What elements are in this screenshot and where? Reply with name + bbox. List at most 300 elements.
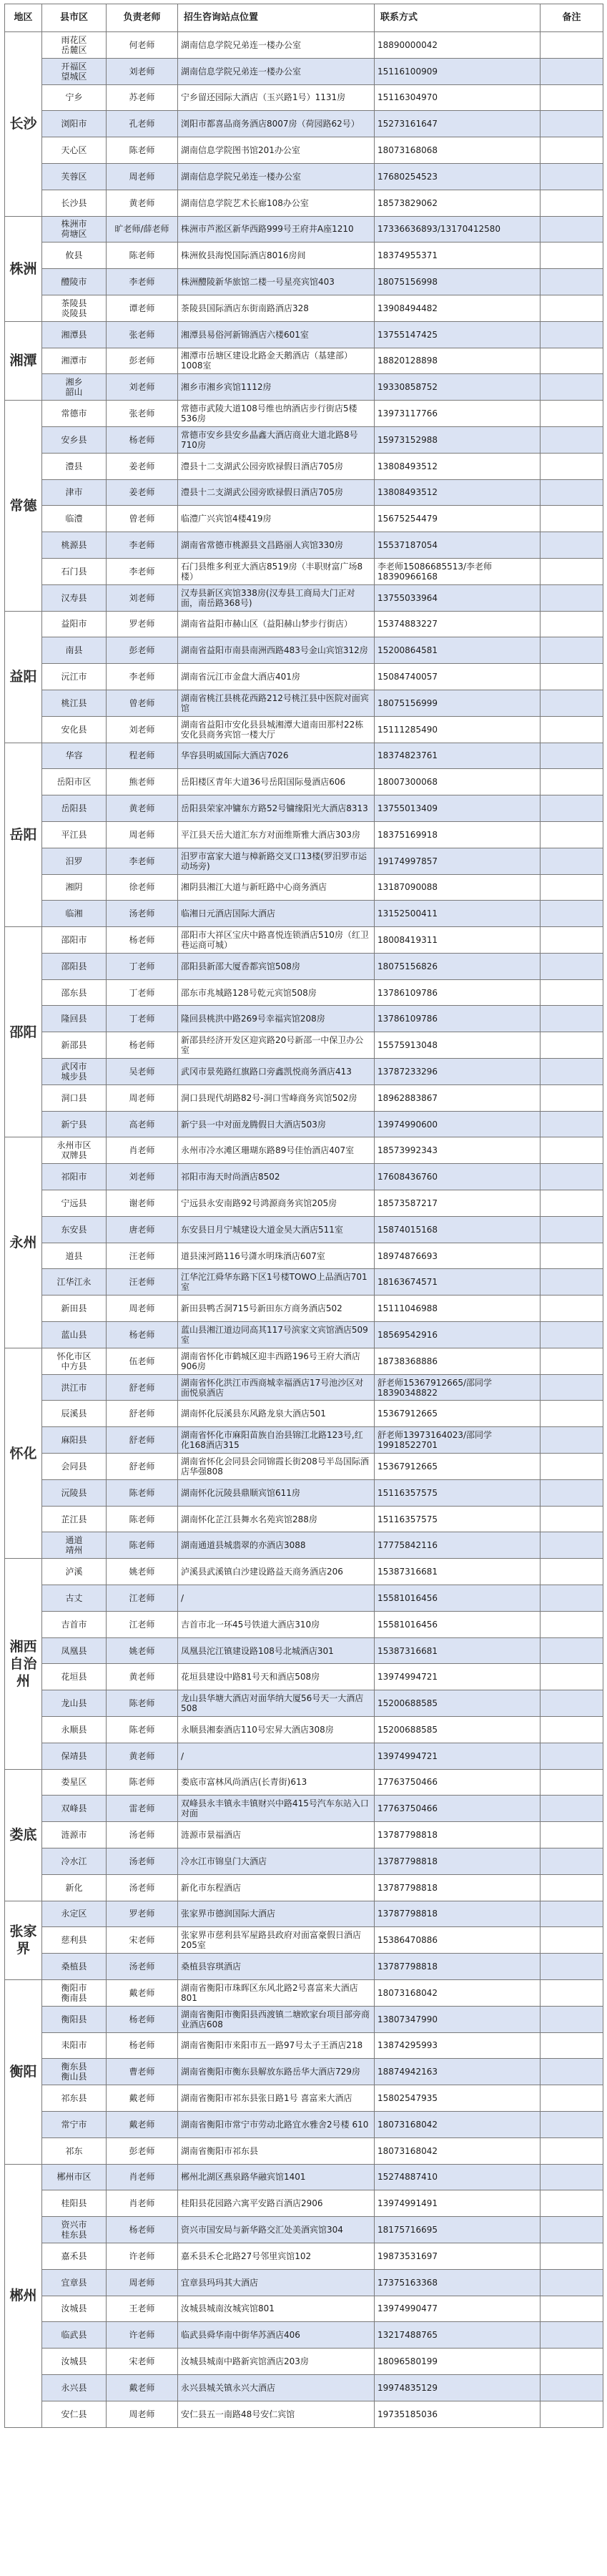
table-row xyxy=(5,2269,603,2296)
teacher-cell: 李老师 xyxy=(107,532,178,559)
note-cell xyxy=(541,690,603,716)
address-cell: 湖南省衡阳市来阳市五一路97号太子王酒店218 xyxy=(178,2032,375,2059)
table-row xyxy=(5,611,603,637)
table-row xyxy=(5,690,603,716)
county-cell: 芙蓉区 xyxy=(42,163,107,190)
address-cell: 安仁县五一南路48号安仁宾馆 xyxy=(178,2401,375,2427)
table-row xyxy=(5,2006,603,2032)
teacher-cell: 高老师 xyxy=(107,1111,178,1137)
teacher-cell: 汤老师 xyxy=(107,1954,178,1980)
teacher-cell: 汤老师 xyxy=(107,901,178,927)
address-cell: 桑植县容琪酒店 xyxy=(178,1954,375,1980)
address-cell: 湘阴县湘江大道与新旺路中心商务酒店 xyxy=(178,874,375,901)
table-row xyxy=(5,321,603,348)
address-cell: 湘潭县易俗河新锦酒店六楼601室 xyxy=(178,321,375,348)
county-cell: 郴州市区 xyxy=(42,2164,107,2190)
county-cell: 汨罗 xyxy=(42,848,107,874)
address-cell: 湖南省桃江县桃花西路212号桃江县中医院对面宾馆 xyxy=(178,690,375,716)
county-cell: 湘潭市 xyxy=(42,348,107,374)
note-cell xyxy=(541,953,603,979)
contact-cell: 15111046988 xyxy=(375,1296,541,1322)
note-cell xyxy=(541,1796,603,1822)
contact-cell: 15386470886 xyxy=(375,1927,541,1954)
table-row xyxy=(5,1322,603,1348)
table-row xyxy=(5,348,603,374)
contact-cell: 19174997857 xyxy=(375,848,541,874)
note-cell xyxy=(541,1743,603,1769)
contact-cell: 18073168042 xyxy=(375,2111,541,2137)
address-cell: 株洲攸县海悦国际酒店8016房间 xyxy=(178,243,375,269)
county-cell: 茶陵县 炎陵县 xyxy=(42,295,107,321)
county-cell: 平江县 xyxy=(42,821,107,848)
header-region: 地区 xyxy=(5,4,42,32)
county-cell: 武冈市 城步县 xyxy=(42,1059,107,1085)
table-row xyxy=(5,426,603,453)
note-cell xyxy=(541,611,603,637)
table-row xyxy=(5,2164,603,2190)
contact-cell: 17336636893/13170412580 xyxy=(375,216,541,243)
teacher-cell: 周老师 xyxy=(107,1084,178,1111)
county-cell: 开福区 望城区 xyxy=(42,58,107,84)
contact-cell: 13974990600 xyxy=(375,1111,541,1137)
contact-cell: 18573829062 xyxy=(375,190,541,216)
county-cell: 娄星区 xyxy=(42,1769,107,1796)
teacher-cell: 伍老师 xyxy=(107,1348,178,1374)
teacher-cell: 黄老师 xyxy=(107,1664,178,1690)
table-row xyxy=(5,927,603,954)
note-cell xyxy=(541,426,603,453)
contact-cell: 13787798818 xyxy=(375,1822,541,1848)
table-row xyxy=(5,2190,603,2217)
contact-cell: 15367912665 xyxy=(375,1454,541,1480)
address-cell: 资兴市国安局与新华路交汇处美酒宾馆304 xyxy=(178,2217,375,2243)
county-cell: 东安县 xyxy=(42,1216,107,1243)
table-row xyxy=(5,401,603,427)
county-cell: 古丈 xyxy=(42,1585,107,1612)
note-cell xyxy=(541,2269,603,2296)
county-cell: 凤凰县 xyxy=(42,1637,107,1664)
teacher-cell: 刘老师 xyxy=(107,716,178,743)
contact-cell: 舒老师15367912665/邵同学18390348822 xyxy=(375,1374,541,1401)
address-cell: 湖南通道县城翡翠的亦酒店3088 xyxy=(178,1532,375,1559)
address-cell: 临澧广兴宾馆4楼419房 xyxy=(178,506,375,532)
note-cell xyxy=(541,137,603,164)
note-cell xyxy=(541,1979,603,2006)
teacher-cell: 李老师 xyxy=(107,664,178,690)
contact-cell: 15116100909 xyxy=(375,58,541,84)
contact-cell: 13787233296 xyxy=(375,1059,541,1085)
note-cell xyxy=(541,901,603,927)
table-row xyxy=(5,1901,603,1927)
note-cell xyxy=(541,1479,603,1506)
teacher-cell: 唐老师 xyxy=(107,1216,178,1243)
table-row xyxy=(5,1769,603,1796)
contact-cell: 15200864581 xyxy=(375,637,541,664)
county-cell: 攸县 xyxy=(42,243,107,269)
contact-cell: 18007300068 xyxy=(375,769,541,795)
county-cell: 南县 xyxy=(42,637,107,664)
note-cell xyxy=(541,1243,603,1269)
contact-cell: 13787798818 xyxy=(375,1848,541,1874)
table-row xyxy=(5,532,603,559)
table-row xyxy=(5,1690,603,1717)
address-cell: / xyxy=(178,1585,375,1612)
table-row xyxy=(5,1084,603,1111)
note-cell xyxy=(541,1454,603,1480)
note-cell xyxy=(541,295,603,321)
county-cell: 天心区 xyxy=(42,137,107,164)
note-cell xyxy=(541,2164,603,2190)
address-cell: 湖南信息学院艺术长廊108办公室 xyxy=(178,190,375,216)
county-cell: 祁阳市 xyxy=(42,1164,107,1190)
contact-cell: 18820128898 xyxy=(375,348,541,374)
address-cell: 泸溪县武溪镇白沙建设路益天商务酒店206 xyxy=(178,1559,375,1585)
contact-cell: 13787798818 xyxy=(375,1901,541,1927)
county-cell: 汝城县 xyxy=(42,2349,107,2375)
contact-cell: 13974994721 xyxy=(375,1743,541,1769)
table-row xyxy=(5,1979,603,2006)
table-row xyxy=(5,2217,603,2243)
address-cell: 常德市安乡县安乡晶鑫大酒店商业大道北路8号710房 xyxy=(178,426,375,453)
county-cell: 汝城县 xyxy=(42,2296,107,2322)
address-cell: 湖南省衡阳市祁东县 xyxy=(178,2137,375,2164)
note-cell xyxy=(541,848,603,874)
table-row xyxy=(5,821,603,848)
county-cell: 耒阳市 xyxy=(42,2032,107,2059)
address-cell: 郴州北湖区燕泉路华融宾馆1401 xyxy=(178,2164,375,2190)
contact-cell: 17608436760 xyxy=(375,1164,541,1190)
teacher-cell: 彭老师 xyxy=(107,637,178,664)
teacher-cell: 姜老师 xyxy=(107,453,178,479)
note-cell xyxy=(541,584,603,611)
teacher-cell: 刘老师 xyxy=(107,374,178,401)
contact-cell: 舒老师13973164023/邵同学19918522701 xyxy=(375,1427,541,1454)
address-cell: 涟源市景福酒店 xyxy=(178,1822,375,1848)
table-row xyxy=(5,295,603,321)
note-cell xyxy=(541,2137,603,2164)
address-cell: 永州市冷水滩区珊瑚东路89号佳怡酒店407室 xyxy=(178,1137,375,1164)
contact-cell: 18075156998 xyxy=(375,269,541,295)
table-row xyxy=(5,874,603,901)
note-cell xyxy=(541,243,603,269)
teacher-cell: 周老师 xyxy=(107,821,178,848)
county-cell: 辰溪县 xyxy=(42,1401,107,1427)
note-cell xyxy=(541,1901,603,1927)
county-cell: 祁东县 xyxy=(42,2085,107,2112)
table-row xyxy=(5,1717,603,1743)
county-cell: 桑植县 xyxy=(42,1954,107,1980)
contact-cell: 15116304970 xyxy=(375,84,541,111)
contact-cell: 18874942163 xyxy=(375,2059,541,2085)
county-cell: 津市 xyxy=(42,479,107,506)
county-cell: 怀化市区 中方县 xyxy=(42,1348,107,1374)
teacher-cell: 黄老师 xyxy=(107,190,178,216)
table-row xyxy=(5,479,603,506)
table-row xyxy=(5,1059,603,1085)
table-row xyxy=(5,1111,603,1137)
note-cell xyxy=(541,769,603,795)
address-cell: 岳阳县荣家冲镛东方路52号镛缘阳光大酒店8313 xyxy=(178,795,375,822)
county-cell: 嘉禾县 xyxy=(42,2243,107,2269)
note-cell xyxy=(541,401,603,427)
table-row xyxy=(5,1348,603,1374)
teacher-cell: 刘老师 xyxy=(107,1164,178,1190)
teacher-cell: 姚老师 xyxy=(107,1637,178,1664)
county-cell: 华容 xyxy=(42,743,107,769)
teacher-cell: 戴老师 xyxy=(107,1979,178,2006)
address-cell: 汨罗市富家大道与樟新路交叉口13楼(罗汨罗市运动场旁) xyxy=(178,848,375,874)
note-cell xyxy=(541,927,603,954)
contact-cell: 15367912665 xyxy=(375,1401,541,1427)
teacher-cell: 舒老师 xyxy=(107,1454,178,1480)
county-cell: 安乡县 xyxy=(42,426,107,453)
note-cell xyxy=(541,506,603,532)
county-cell: 益阳市 xyxy=(42,611,107,637)
note-cell xyxy=(541,1427,603,1454)
teacher-cell: 丁老师 xyxy=(107,953,178,979)
county-cell: 衡东县 衡山县 xyxy=(42,2059,107,2085)
contact-cell: 18073168068 xyxy=(375,137,541,164)
table-row xyxy=(5,137,603,164)
contact-cell: 13874295993 xyxy=(375,2032,541,2059)
teacher-cell: 姚老师 xyxy=(107,1559,178,1585)
contact-cell: 18374955371 xyxy=(375,243,541,269)
address-cell: 邵阳市大祥区宝庆中路喜悦连锁酒店510房（红卫巷运商可城） xyxy=(178,927,375,954)
table-row xyxy=(5,2243,603,2269)
county-cell: 沅江市 xyxy=(42,664,107,690)
teacher-cell: 陈老师 xyxy=(107,1717,178,1743)
teacher-cell: 陈老师 xyxy=(107,137,178,164)
county-cell: 临湘 xyxy=(42,901,107,927)
address-cell: 湖南省怀化会同县会同锦霞长街208号半岛国际酒店华强808 xyxy=(178,1454,375,1480)
note-cell xyxy=(541,32,603,59)
address-cell: 平江县天岳大道汇东方对面维斯雅大酒店303房 xyxy=(178,821,375,848)
address-cell: 嘉禾县禾仑北路27号邻里宾馆102 xyxy=(178,2243,375,2269)
contact-cell: 19873531697 xyxy=(375,2243,541,2269)
table-row xyxy=(5,584,603,611)
note-cell xyxy=(541,795,603,822)
teacher-cell: 戴老师 xyxy=(107,2374,178,2401)
contact-cell: 15374883227 xyxy=(375,611,541,637)
note-cell xyxy=(541,874,603,901)
county-cell: 岳阳市区 xyxy=(42,769,107,795)
contact-cell: 15973152988 xyxy=(375,426,541,453)
teacher-cell: 丁老师 xyxy=(107,979,178,1006)
note-cell xyxy=(541,2217,603,2243)
table-row xyxy=(5,2296,603,2322)
note-cell xyxy=(541,716,603,743)
note-cell xyxy=(541,821,603,848)
region-cell: 永州 xyxy=(5,1137,42,1348)
table-row xyxy=(5,2401,603,2427)
table-row xyxy=(5,1585,603,1612)
address-cell: 邵阳县新邵大厦香都宾馆508房 xyxy=(178,953,375,979)
address-cell: 湖南信息学院兄弟连一楼办公室 xyxy=(178,58,375,84)
region-cell: 常德 xyxy=(5,401,42,611)
table-row xyxy=(5,163,603,190)
note-cell xyxy=(541,1954,603,1980)
county-cell: 湘潭县 xyxy=(42,321,107,348)
address-cell: 湖南省益阳市安化县县城湘潭大道南田那村22栋安化县商务宾馆一楼大厅 xyxy=(178,716,375,743)
teacher-cell: 杨老师 xyxy=(107,927,178,954)
teacher-cell: 宋老师 xyxy=(107,1927,178,1954)
county-cell: 岳阳县 xyxy=(42,795,107,822)
county-cell: 花垣县 xyxy=(42,1664,107,1690)
table-row xyxy=(5,2349,603,2375)
table-row xyxy=(5,111,603,137)
contact-cell: 19974835129 xyxy=(375,2374,541,2401)
address-cell: 隆回县桃洪中路269号幸福宾馆208房 xyxy=(178,1006,375,1032)
county-cell: 会同县 xyxy=(42,1454,107,1480)
teacher-cell: 熊老师 xyxy=(107,769,178,795)
county-cell: 龙山县 xyxy=(42,1690,107,1717)
county-cell: 桃江县 xyxy=(42,690,107,716)
address-cell: 湖南省益阳市南县南洲西路483号金山宾馆312房 xyxy=(178,637,375,664)
teacher-cell: 杨老师 xyxy=(107,2217,178,2243)
address-cell: 株洲醴陵新华旅馆二楼一号星亮宾馆403 xyxy=(178,269,375,295)
address-cell: 常德市武陵大道108号维也纳酒店步行街店5楼536房 xyxy=(178,401,375,427)
table-row xyxy=(5,1269,603,1296)
note-cell xyxy=(541,2006,603,2032)
contact-cell: 13974994721 xyxy=(375,1664,541,1690)
address-cell: / xyxy=(178,1743,375,1769)
address-cell: 永顺县湘泰酒店110号宏昇大酒店308房 xyxy=(178,1717,375,1743)
teacher-cell: 张老师 xyxy=(107,401,178,427)
note-cell xyxy=(541,558,603,584)
address-cell: 双峰县永丰镇永丰镇财兴中路415号汽车东站入口对面 xyxy=(178,1796,375,1822)
table-row xyxy=(5,1164,603,1190)
address-cell: 邵东市兆城路128号乾元宾馆508房 xyxy=(178,979,375,1006)
teacher-cell: 汪老师 xyxy=(107,1243,178,1269)
note-cell xyxy=(541,979,603,1006)
contact-cell: 15111285490 xyxy=(375,716,541,743)
county-cell: 祁东 xyxy=(42,2137,107,2164)
teacher-cell: 李老师 xyxy=(107,558,178,584)
table-row xyxy=(5,1374,603,1401)
table-row xyxy=(5,953,603,979)
teacher-cell: 肖老师 xyxy=(107,1137,178,1164)
address-cell: 桂阳县花园路六寓平安路百酒店2906 xyxy=(178,2190,375,2217)
contact-cell: 13807347990 xyxy=(375,2006,541,2032)
teacher-cell: 周老师 xyxy=(107,163,178,190)
address-cell: 武冈市景苑路红旗路口旁鑫凯悦商务酒店413 xyxy=(178,1059,375,1085)
contact-cell: 17775842116 xyxy=(375,1532,541,1559)
table-row xyxy=(5,2374,603,2401)
address-cell: 花垣县建设中路81号天和酒店508房 xyxy=(178,1664,375,1690)
contact-cell: 15581016456 xyxy=(375,1611,541,1637)
address-cell: 湖南省衡阳市祁东县张日路1号 喜富来大酒店 xyxy=(178,2085,375,2112)
teacher-cell: 陈老师 xyxy=(107,243,178,269)
teacher-cell: 舒老师 xyxy=(107,1427,178,1454)
teacher-cell: 周老师 xyxy=(107,2269,178,2296)
county-cell: 通道 靖州 xyxy=(42,1532,107,1559)
note-cell xyxy=(541,1296,603,1322)
county-cell: 石门县 xyxy=(42,558,107,584)
note-cell xyxy=(541,2059,603,2085)
note-cell xyxy=(541,1084,603,1111)
address-cell: 龙山县华塘大酒店对面华纳大厦56号天一大酒店508 xyxy=(178,1690,375,1717)
note-cell xyxy=(541,1059,603,1085)
region-cell: 湘潭 xyxy=(5,321,42,400)
note-cell xyxy=(541,111,603,137)
contact-cell: 18569542916 xyxy=(375,1322,541,1348)
note-cell xyxy=(541,2296,603,2322)
address-cell: 汝城县城南汝城宾馆801 xyxy=(178,2296,375,2322)
enrollment-table xyxy=(4,4,603,2428)
note-cell xyxy=(541,1322,603,1348)
header-teacher: 负责老师 xyxy=(107,4,178,32)
address-cell: 湖南省衡阳市衡阳县西渡镇二塘欧家台项目部旁商业酒店608 xyxy=(178,2006,375,2032)
note-cell xyxy=(541,2322,603,2349)
contact-cell: 15116357575 xyxy=(375,1506,541,1532)
address-cell: 湘潭市岳塘区建设北路金天鹅酒店（基建部）1008室 xyxy=(178,348,375,374)
teacher-cell: 吴老师 xyxy=(107,1059,178,1085)
address-cell: 澧县十二支湖武公园旁欧禄假日酒店705房 xyxy=(178,453,375,479)
table-row xyxy=(5,453,603,479)
table-row xyxy=(5,1664,603,1690)
note-cell xyxy=(541,2190,603,2217)
address-cell: 洞口县现代胡路82号-洞口雪峰商务宾馆502房 xyxy=(178,1084,375,1111)
county-cell: 江华江永 xyxy=(42,1269,107,1296)
table-row xyxy=(5,2137,603,2164)
address-cell: 永兴县城关镇永兴大酒店 xyxy=(178,2374,375,2401)
note-cell xyxy=(541,1690,603,1717)
note-cell xyxy=(541,2085,603,2112)
county-cell: 永州市区 双牌县 xyxy=(42,1137,107,1164)
table-row xyxy=(5,2111,603,2137)
note-cell xyxy=(541,743,603,769)
address-cell: 湖南信息学院兄弟连一楼办公室 xyxy=(178,163,375,190)
address-cell: 湖南省怀化市鹤城区迎丰西路196号王府大酒店906房 xyxy=(178,1348,375,1374)
address-cell: 张家界市德润国际大酒店 xyxy=(178,1901,375,1927)
note-cell xyxy=(541,269,603,295)
table-row xyxy=(5,1006,603,1032)
teacher-cell: 何老师 xyxy=(107,32,178,59)
table-row xyxy=(5,1137,603,1164)
contact-cell: 18008419311 xyxy=(375,927,541,954)
contact-cell: 13808493512 xyxy=(375,453,541,479)
address-cell: 汉寿县新区宾馆338房(汉寿县工商局大门正对面，南岳路368号) xyxy=(178,584,375,611)
region-cell: 郴州 xyxy=(5,2164,42,2427)
note-cell xyxy=(541,84,603,111)
contact-cell: 18163674571 xyxy=(375,1269,541,1296)
teacher-cell: 江老师 xyxy=(107,1585,178,1612)
address-cell: 祁阳市海天时尚酒店8502 xyxy=(178,1164,375,1190)
address-cell: 新化市东程酒店 xyxy=(178,1874,375,1901)
teacher-cell: 苏老师 xyxy=(107,84,178,111)
address-cell: 新邵县经济开发区迎宾路20号新邵一中保卫办公室 xyxy=(178,1032,375,1059)
contact-cell: 13786109786 xyxy=(375,1006,541,1032)
address-cell: 湖南省衡阳市常宁市劳动北路宜水雅舍2号楼 610 xyxy=(178,2111,375,2137)
teacher-cell: 刘老师 xyxy=(107,58,178,84)
header-note: 备注 xyxy=(541,4,603,32)
county-cell: 邵阳市 xyxy=(42,927,107,954)
table-row xyxy=(5,743,603,769)
address-cell: 茶陵县国际酒店东街南路酒店328 xyxy=(178,295,375,321)
note-cell xyxy=(541,216,603,243)
county-cell: 宜章县 xyxy=(42,2269,107,2296)
note-cell xyxy=(541,1137,603,1164)
teacher-cell: 黄老师 xyxy=(107,795,178,822)
note-cell xyxy=(541,1348,603,1374)
note-cell xyxy=(541,2401,603,2427)
enrollment-sheet xyxy=(4,4,603,2428)
teacher-cell: 雷老师 xyxy=(107,1796,178,1822)
table-row xyxy=(5,58,603,84)
contact-cell: 13787798818 xyxy=(375,1874,541,1901)
note-cell xyxy=(541,2374,603,2401)
note-cell xyxy=(541,1374,603,1401)
